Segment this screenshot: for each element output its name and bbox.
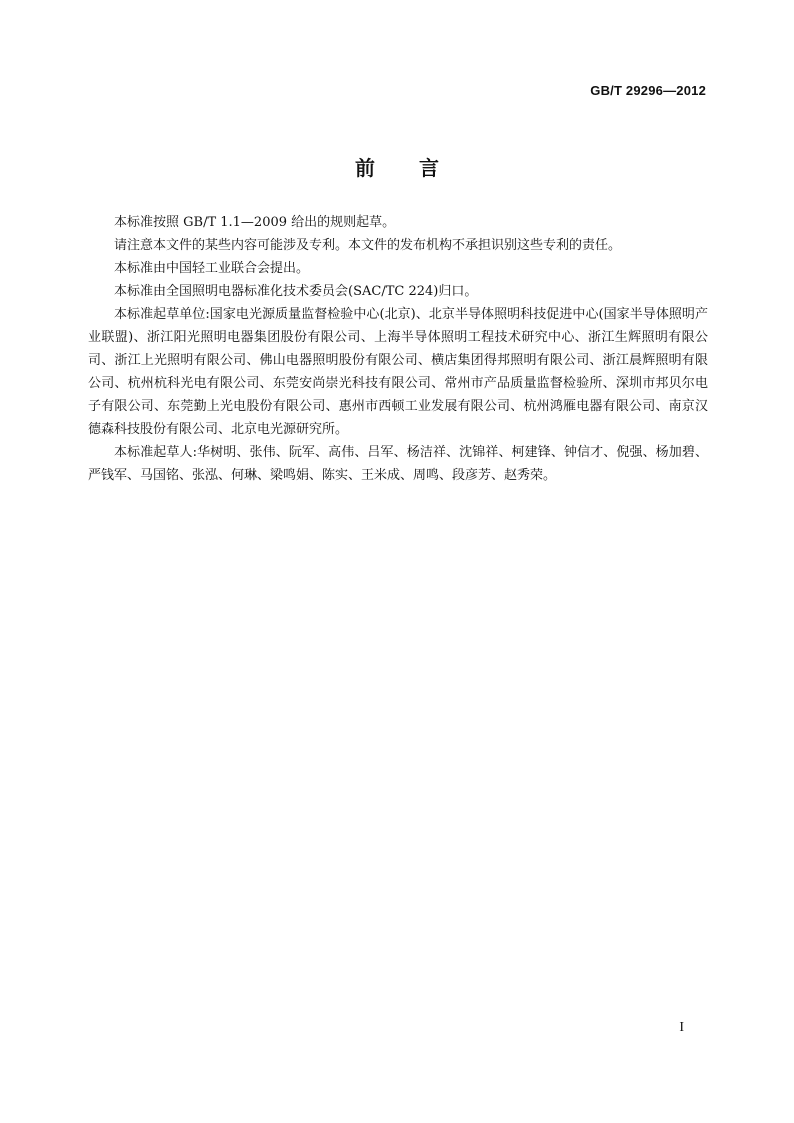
standard-code: GB/T 29296—2012 [590,83,706,98]
paragraph-proposer: 本标准由中国轻工业联合会提出。 [114,261,310,276]
paragraph-drafters: 本标准起草人:华树明、张伟、阮军、高伟、吕军、杨洁祥、沈锦祥、柯建锋、钟信才、倪强、杨加碧、严钱军、马国铭、张泓、何琳、梁鸣娟、陈实、王米成、周鸣、段彦芳、赵秀荣。 [88,445,708,483]
page-title [0,152,794,181]
paragraph-drafting-rules: 本标准按照 GB/T 1.1—2009 给出的规则起草。 [114,215,396,230]
title-char-2: 言 [419,156,439,180]
paragraph-patent-notice: 请注意本文件的某些内容可能涉及专利。本文件的发布机构不承担识别这些专利的责任。 [114,238,622,253]
title-char-1: 前 [355,156,375,180]
paragraph-committee: 本标准由全国照明电器标准化技术委员会(SAC/TC 224)归口。 [114,284,478,299]
page-number: I [679,1020,684,1035]
paragraph-drafting-units: 本标准起草单位:国家电光源质量监督检验中心(北京)、北京半导体照明科技促进中心(国家半导体照明产业联盟)、浙江阳光照明电器集团股份有限公司、上海半导体照明工程技术研究中心、浙江生辉照明有限公司、浙江上光照明有限公司、佛山电器照明股份有限公司、横店集团得邦照明有限公司、浙江晨辉照明有限公司、杭州杭科光电有限公司、东莞安尚崇光科技有限公司、常州市产品质量监督检验所、深圳市邦贝尔电子有限公司、东莞勤上光电股份有限公司、惠州市西顿工业发展有限公司、杭州鸿雁电器有限公司、南京汉德森科技股份有限公司、北京电光源研究所。 [88,307,708,437]
foreword-body [88,211,708,487]
